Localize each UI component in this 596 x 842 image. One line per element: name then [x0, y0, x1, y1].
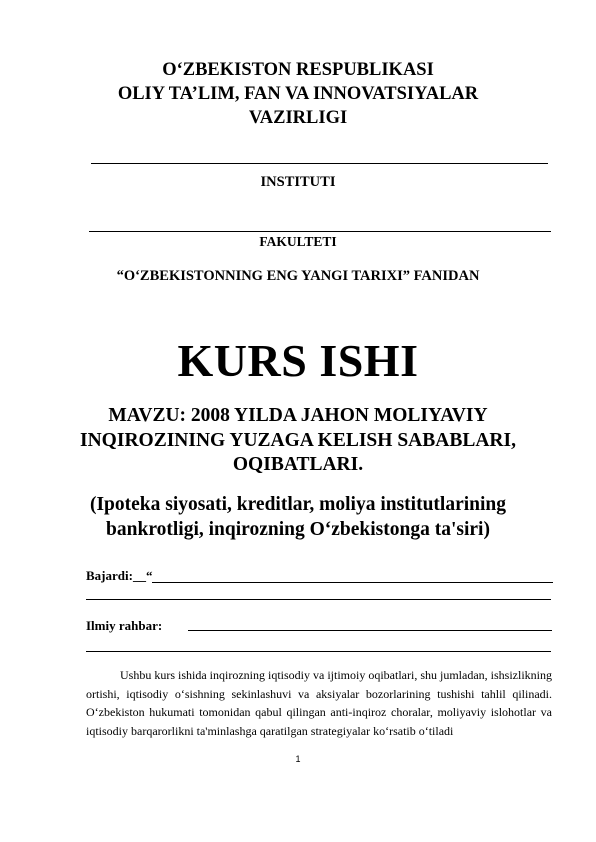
ministry-line-2: OLIY TA’LIM, FAN VA INNOVATSIYALAR [117, 84, 479, 104]
performer-extra-line [86, 599, 551, 600]
subtitle-line-2: bankrotligi, inqirozning O‘zbekistonga ta'siri) [106, 519, 490, 540]
subject-heading: “O‘ZBEKISTONNING ENG YANGI TARIXI” FANIDAN [116, 268, 480, 284]
institute-name-line [91, 163, 548, 164]
ministry-heading [0, 58, 596, 130]
performer-label-text: Bajardi: [86, 568, 133, 583]
performer-quote: __“ [132, 568, 153, 583]
supervisor-extra-line [86, 651, 551, 652]
topic-line-2: INQIROZINING YUZAGA KELISH SABABLARI, [80, 429, 516, 451]
document-title: KURS ISHI [177, 335, 419, 386]
subtitle-line-1: (Ipoteka siyosati, kreditlar, moliya institutlarining [89, 494, 507, 515]
ministry-line-3: VAZIRLIGI [248, 108, 348, 128]
topic-subtitle [0, 492, 596, 542]
faculty-name-line [89, 231, 551, 232]
supervisor-name-line [188, 630, 552, 631]
ministry-line-1: O‘ZBEKISTON RESPUBLIKASI [162, 60, 434, 80]
topic-line-3: OQIBATLARI. [232, 454, 364, 475]
institute-label: INSTITUTI [260, 174, 336, 190]
performer-label [86, 568, 152, 584]
supervisor-label: Ilmiy rahbar: [86, 618, 163, 633]
performer-name-line [152, 582, 553, 583]
abstract-paragraph: Ushbu kurs ishida inqirozning iqtisodiy va ijtimoiy oqibatlari, shu jumladan, ishsizlikning ortishi, iqtisodiy o‘sishning sekinlashuvi va aksiyalar bozorlarining tushishi tahlil qilinadi. O‘zbekiston hukumati tomonidan qabul qilingan anti-inqiroz choralar, moliyaviy islohotlar va iqtisodiy barqarorlikni ta'minlashga qaratilgan strategiyalar ko‘rsatib o‘tiladi [86, 668, 552, 738]
faculty-label: FAKULTETI [259, 234, 337, 249]
topic-heading [0, 404, 596, 478]
page-number: 1 [295, 754, 301, 764]
topic-line-1: MAVZU: 2008 YILDA JAHON MOLIYAVIY [108, 405, 488, 426]
